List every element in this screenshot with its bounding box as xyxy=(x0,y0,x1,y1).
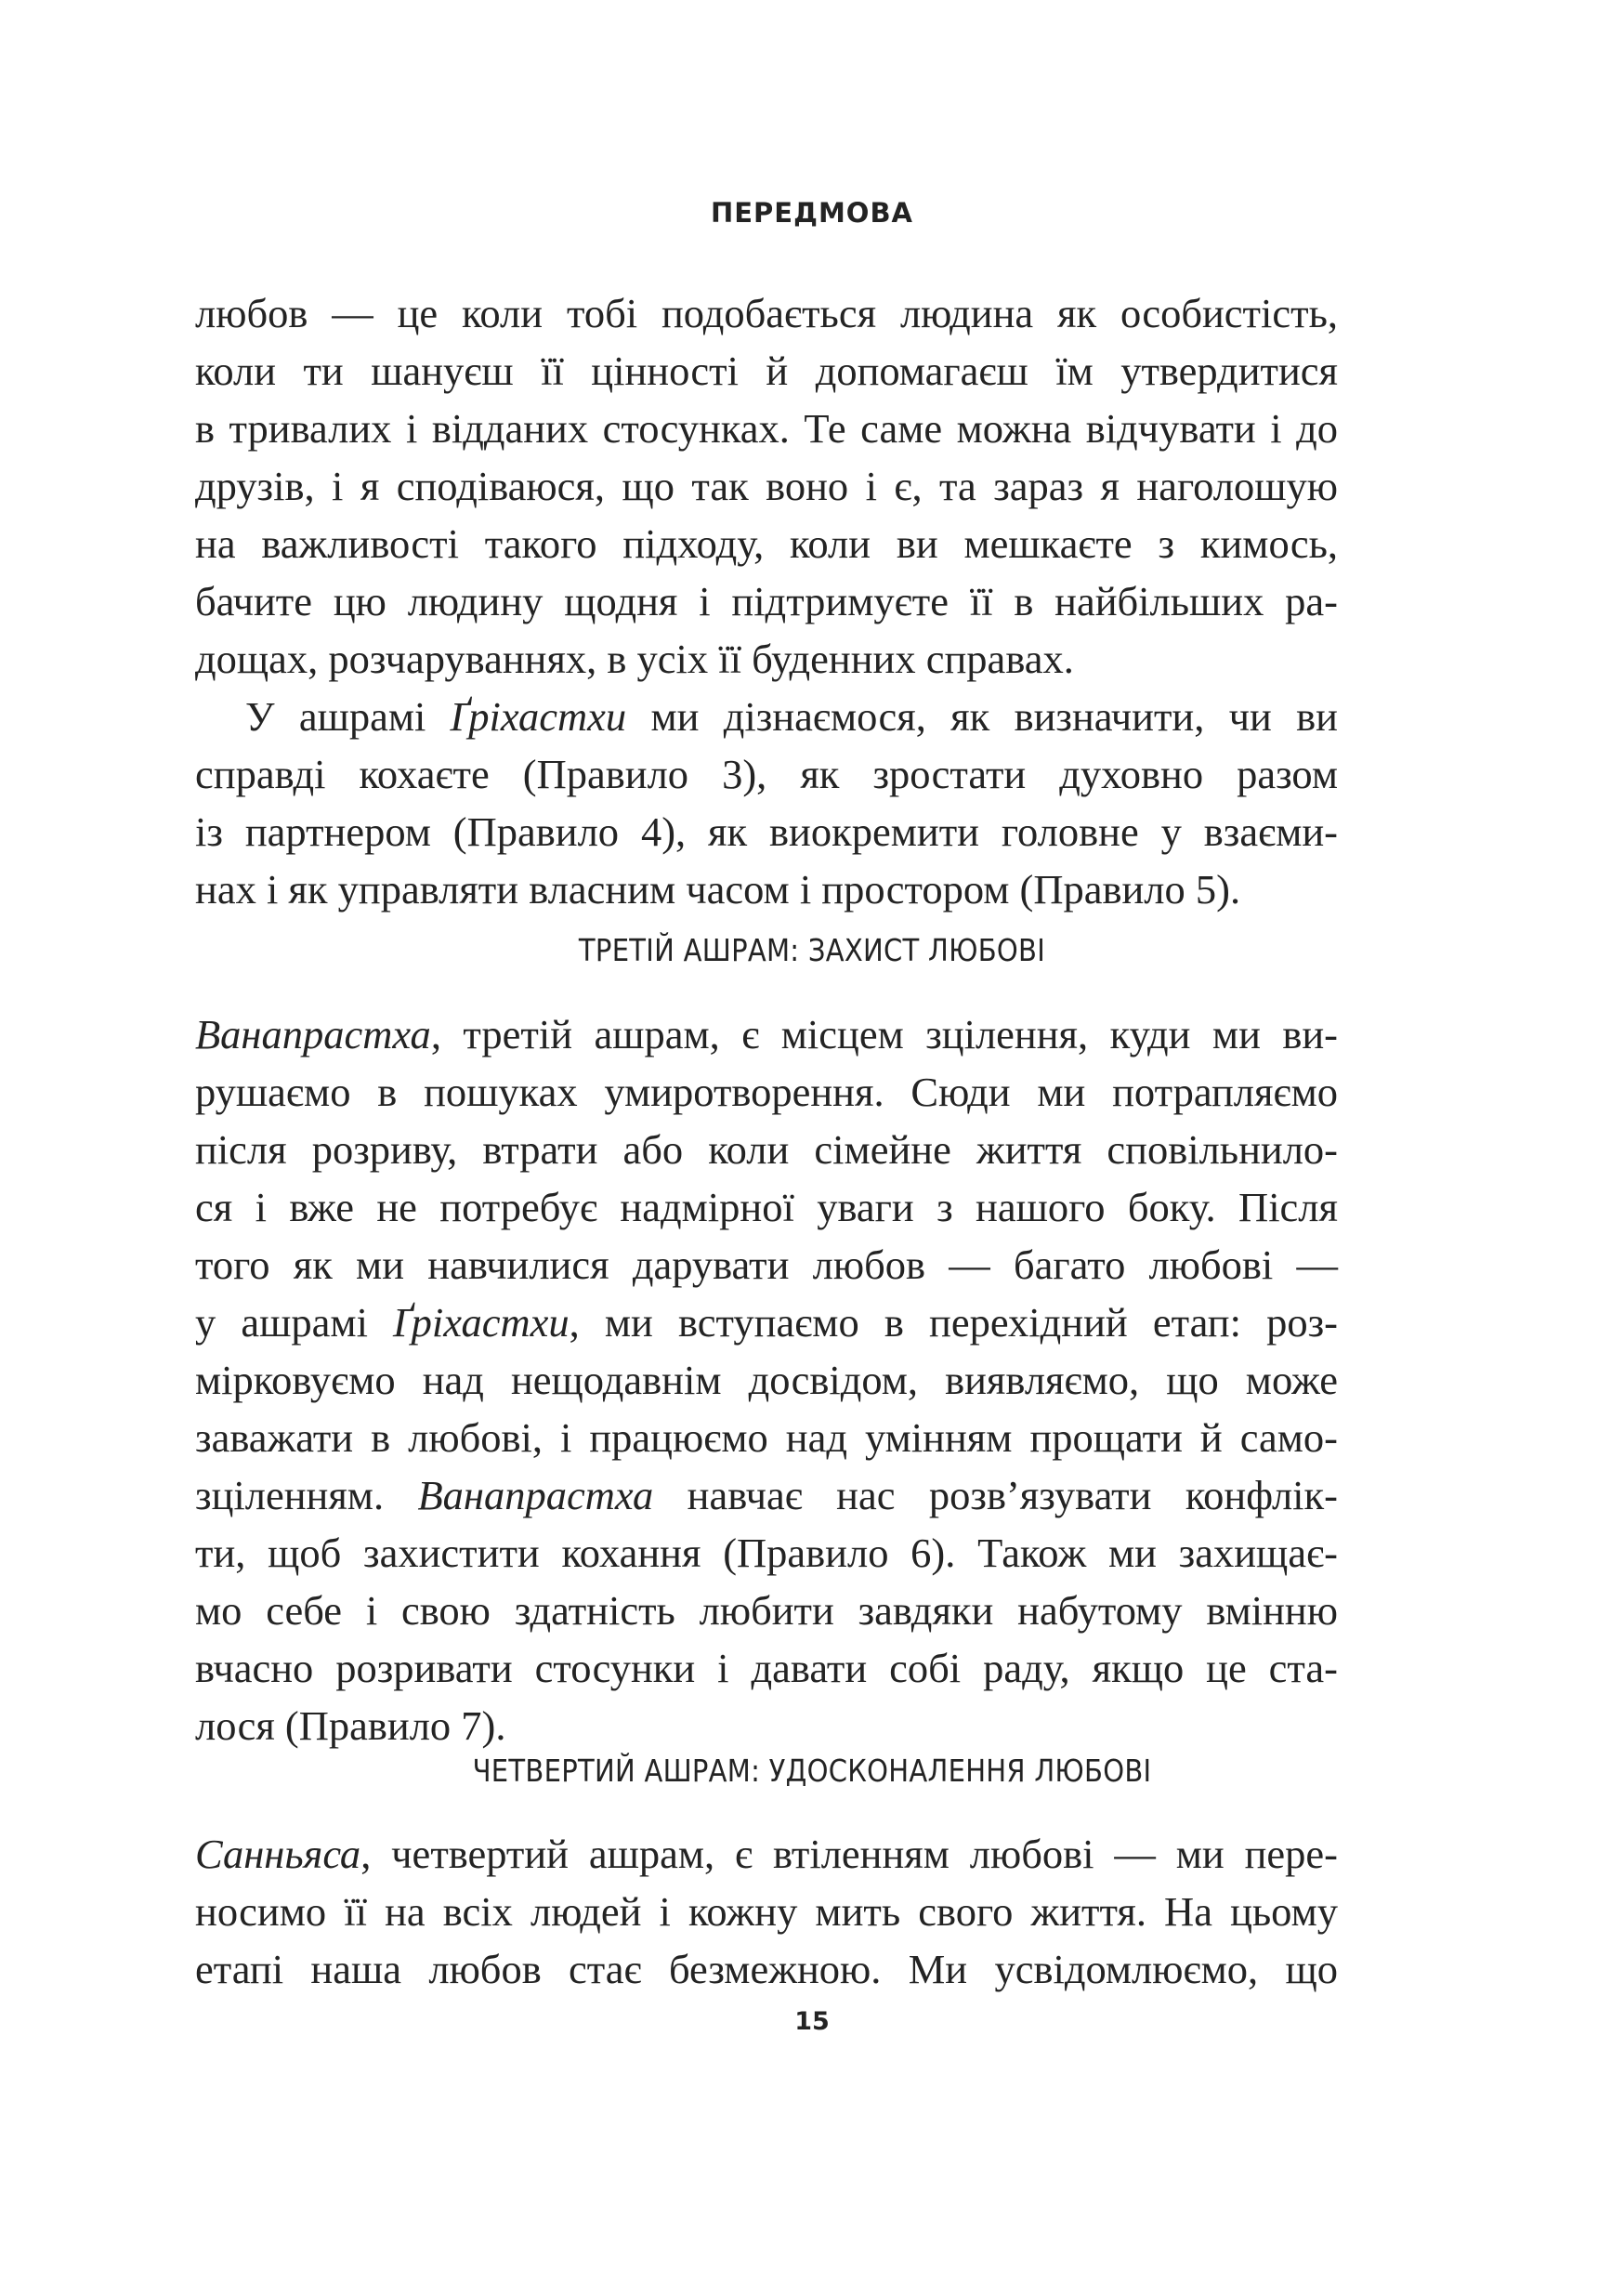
text-fragment: у ашрамі xyxy=(195,1299,394,1346)
text-line: лося (Правило 7). xyxy=(195,1702,506,1749)
term-italic: Санньяса xyxy=(195,1831,361,1877)
text-line xyxy=(195,1005,1338,1063)
text-line: любов — це коли тобі подобається людина як особистість, xyxy=(195,290,1338,336)
text-line: дощах, розчаруваннях, в усіх її буденних справах. xyxy=(195,636,1074,682)
text-line xyxy=(195,1294,1338,1351)
text-fragment: ми дізнаємося, як визначити, чи ви xyxy=(626,693,1338,740)
text-fragment: , ми вступаємо в перехідний етап: роз- xyxy=(569,1299,1338,1346)
text-line: справді кохаєте (Правило 3), як зростати духовно разом xyxy=(195,751,1338,797)
section-heading-fourth-ashram: ЧЕТВЕРТИЙ АШРАМ: УДОСКОНАЛЕННЯ ЛЮБОВІ xyxy=(472,1753,1152,1789)
text-line xyxy=(195,1825,1338,1883)
text-line: після розриву, втрати або коли сімейне життя сповільнило- xyxy=(195,1126,1338,1173)
text-fragment: зціленням. xyxy=(195,1472,418,1518)
text-line: мірковуємо над нещодавнім досвідом, виявляємо, що може xyxy=(195,1357,1338,1403)
term-italic: Ґріхастхи xyxy=(450,693,627,740)
term-italic: Ванапрастха xyxy=(417,1472,654,1518)
page-number: 15 xyxy=(794,2007,830,2036)
term-italic: Ґріхастхи xyxy=(393,1299,570,1346)
text-line: носимо її на всіх людей і кожну мить свого життя. На цьому xyxy=(195,1888,1338,1935)
text-fragment: У ашрамі xyxy=(245,693,451,740)
text-fragment: навчає нас розв’язувати конфлік- xyxy=(653,1472,1338,1518)
text-fragment: , четвертий ашрам, є втіленням любові — ми пере- xyxy=(360,1831,1338,1877)
text-fragment: , третій ашрам, є місцем зцілення, куди ми ви- xyxy=(430,1011,1338,1057)
text-line xyxy=(195,688,1338,745)
text-line: в тривалих і відданих стосунках. Те саме можна відчувати і до xyxy=(195,405,1338,452)
text-line: друзів, і я сподіваюся, що так воно і є, та зараз я наголошую xyxy=(195,463,1338,509)
paragraph-vanaprastha xyxy=(195,1005,1338,1754)
text-line: коли ти шануєш її цінності й допомагаєш їм утвердитися xyxy=(195,348,1338,394)
text-line: із партнером (Правило 4), як виокремити головне у взаєми- xyxy=(195,808,1338,855)
section-heading-third-ashram: ТРЕТІЙ АШРАМ: ЗАХИСТ ЛЮБОВІ xyxy=(578,932,1046,968)
paragraph-intro-continued xyxy=(195,284,1338,688)
paragraph-grihastha xyxy=(195,688,1338,918)
text-line: етапі наша любов стає безмежною. Ми усвідомлюємо, що xyxy=(195,1946,1338,1992)
text-line: того як ми навчилися дарувати любов — багато любові — xyxy=(195,1241,1338,1288)
text-line: рушаємо в пошуках умиротворення. Сюди ми потрапляємо xyxy=(195,1069,1338,1115)
text-line: заважати в любові, і працюємо над умінням прощати й само- xyxy=(195,1414,1338,1461)
text-line: ти, щоб захистити кохання (Правило 6). Також ми захищає- xyxy=(195,1530,1338,1576)
text-line: нах і як управляти власним часом і простором (Правило 5). xyxy=(195,866,1241,913)
text-line: мо себе і свою здатність любити завдяки набутому вмінню xyxy=(195,1587,1338,1634)
text-line: на важливості такого підходу, коли ви мешкаєте з кимось, xyxy=(195,520,1338,567)
paragraph-sannyasa xyxy=(195,1825,1338,1998)
text-line: вчасно розривати стосунки і давати собі раду, якщо це ста- xyxy=(195,1645,1338,1691)
running-title: ПЕРЕДМОВА xyxy=(710,197,914,229)
term-italic: Ванапрастха xyxy=(195,1011,431,1057)
text-line: ся і вже не потребує надмірної уваги з нашого боку. Після xyxy=(195,1184,1338,1230)
text-line xyxy=(195,1466,1338,1524)
text-line: бачите цю людину щодня і підтримуєте її в найбільших ра- xyxy=(195,578,1338,624)
